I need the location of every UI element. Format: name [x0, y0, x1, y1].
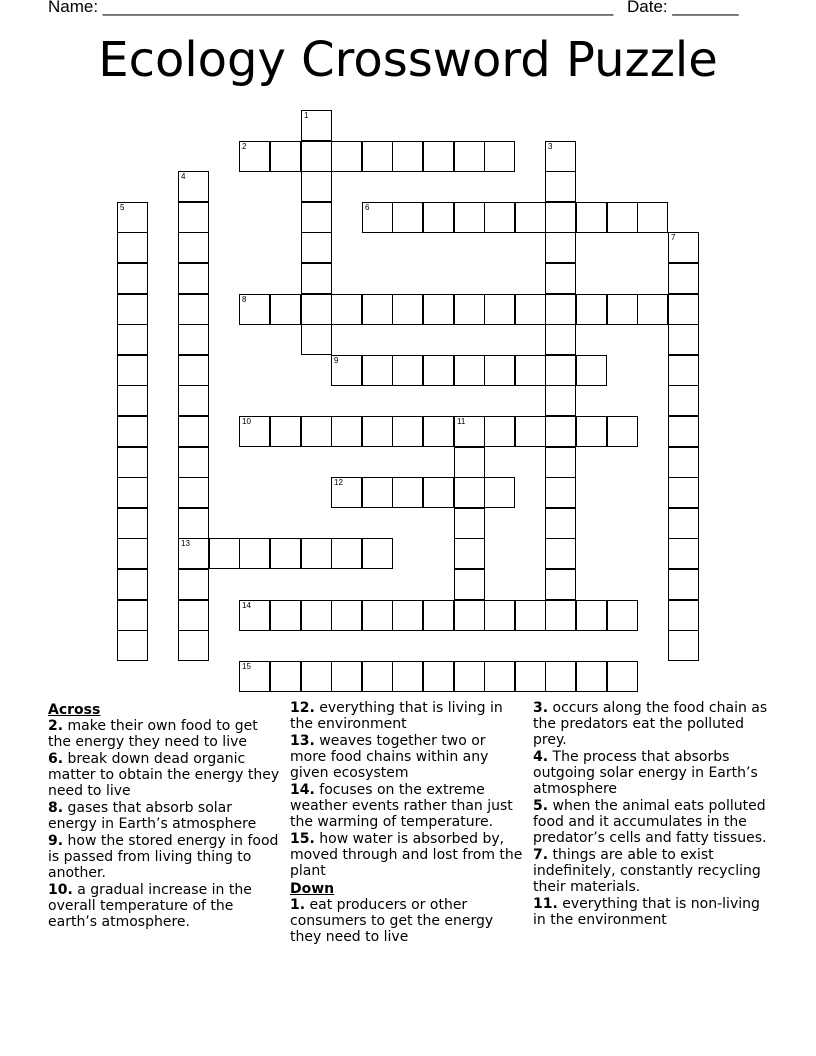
grid-cell[interactable] [545, 141, 576, 172]
grid-cell[interactable] [362, 355, 393, 386]
grid-cell[interactable] [392, 661, 423, 692]
grid-cell[interactable] [178, 202, 209, 233]
grid-cell[interactable] [484, 477, 515, 508]
grid-cell[interactable] [545, 569, 576, 600]
grid-cell[interactable] [668, 508, 699, 539]
grid-cell[interactable] [454, 294, 485, 325]
grid-cell[interactable] [392, 202, 423, 233]
grid-cell[interactable] [607, 600, 638, 631]
grid-cell[interactable] [301, 324, 332, 355]
grid-cell[interactable] [117, 538, 148, 569]
clue-down-3: 3. occurs along the food chain as the predators eat the polluted prey. [533, 700, 768, 748]
grid-cell[interactable] [301, 202, 332, 233]
clue-number: 14 [242, 601, 251, 610]
clue-across-6: 6. break down dead organic matter to obtain the energy they need to live [48, 751, 280, 799]
clue-number: 13 [181, 539, 190, 548]
down-heading: Down [290, 881, 335, 897]
clue-number: 1 [304, 111, 309, 120]
grid-cell[interactable] [668, 232, 699, 263]
grid-cell[interactable] [454, 141, 485, 172]
clue-number: 8 [242, 295, 247, 304]
clue-number: 7 [671, 233, 676, 242]
clues-column-2 [290, 700, 525, 946]
clue-number: 5 [120, 203, 125, 212]
grid-cell[interactable] [515, 600, 546, 631]
grid-cell[interactable] [178, 538, 209, 569]
grid-cell[interactable] [515, 202, 546, 233]
grid-cell[interactable] [301, 171, 332, 202]
grid-cell[interactable] [515, 416, 546, 447]
grid-cell[interactable] [331, 141, 362, 172]
grid-cell[interactable] [178, 263, 209, 294]
grid-cell[interactable] [301, 110, 332, 141]
grid-cell[interactable] [545, 661, 576, 692]
grid-cell[interactable] [331, 538, 362, 569]
clue-across-8: 8. gases that absorb solar energy in Earth’s atmosphere [48, 800, 257, 832]
grid-cell[interactable] [239, 600, 270, 631]
grid-cell[interactable] [178, 569, 209, 600]
grid-cell[interactable] [454, 661, 485, 692]
grid-cell[interactable] [545, 385, 576, 416]
grid-cell[interactable] [423, 477, 454, 508]
grid-cell[interactable] [607, 661, 638, 692]
grid-cell[interactable] [637, 202, 668, 233]
grid-cell[interactable] [392, 294, 423, 325]
clue-number: 11 [457, 417, 466, 426]
grid-cell[interactable] [178, 385, 209, 416]
clue-across-13: 13. weaves together two or more food chains within any given ecosystem [290, 733, 489, 781]
grid-cell[interactable] [117, 477, 148, 508]
grid-cell[interactable] [545, 324, 576, 355]
grid-cell[interactable] [362, 477, 393, 508]
grid-cell[interactable] [668, 538, 699, 569]
grid-cell[interactable] [515, 294, 546, 325]
grid-cell[interactable] [301, 416, 332, 447]
grid-cell[interactable] [545, 355, 576, 386]
grid-cell[interactable] [668, 385, 699, 416]
grid-cell[interactable] [117, 355, 148, 386]
grid-cell[interactable] [484, 294, 515, 325]
grid-cell[interactable] [117, 202, 148, 233]
grid-cell[interactable] [392, 141, 423, 172]
grid-cell[interactable] [423, 355, 454, 386]
clues-column-3 [533, 700, 768, 929]
grid-cell[interactable] [423, 661, 454, 692]
clues-column-1 [48, 700, 283, 931]
grid-cell[interactable] [484, 600, 515, 631]
grid-cell[interactable] [239, 294, 270, 325]
grid-cell[interactable] [270, 294, 301, 325]
grid-cell[interactable] [117, 569, 148, 600]
clue-number: 10 [242, 417, 251, 426]
grid-cell[interactable] [545, 416, 576, 447]
grid-cell[interactable] [270, 661, 301, 692]
clue-number: 12 [334, 478, 343, 487]
grid-cell[interactable] [607, 202, 638, 233]
grid-cell[interactable] [178, 447, 209, 478]
grid-cell[interactable] [392, 477, 423, 508]
grid-cell[interactable] [331, 416, 362, 447]
grid-cell[interactable] [270, 141, 301, 172]
grid-cell[interactable] [362, 416, 393, 447]
clue-across-15: 15. how water is absorbed by, moved through and lost from the plant [290, 831, 523, 879]
clue-down-1: 1. eat producers or other consumers to get the energy they need to live [290, 897, 494, 945]
grid-cell[interactable] [178, 600, 209, 631]
grid-cell[interactable] [178, 355, 209, 386]
grid-cell[interactable] [454, 538, 485, 569]
grid-cell[interactable] [301, 294, 332, 325]
grid-cell[interactable] [454, 355, 485, 386]
grid-cell[interactable] [117, 232, 148, 263]
grid-cell[interactable] [484, 416, 515, 447]
clue-down-4: 4. The process that absorbs outgoing solar energy in Earth’s atmosphere [533, 749, 758, 797]
grid-cell[interactable] [454, 508, 485, 539]
grid-cell[interactable] [270, 600, 301, 631]
clue-number: 4 [181, 172, 186, 181]
grid-cell[interactable] [301, 263, 332, 294]
grid-cell[interactable] [178, 508, 209, 539]
grid-cell[interactable] [362, 141, 393, 172]
grid-cell[interactable] [515, 355, 546, 386]
grid-cell[interactable] [270, 416, 301, 447]
grid-cell[interactable] [392, 600, 423, 631]
grid-cell[interactable] [239, 661, 270, 692]
grid-cell[interactable] [423, 416, 454, 447]
grid-cell[interactable] [362, 294, 393, 325]
grid-cell[interactable] [117, 600, 148, 631]
grid-cell[interactable] [117, 294, 148, 325]
grid-cell[interactable] [454, 447, 485, 478]
grid-cell[interactable] [484, 202, 515, 233]
clue-down-5: 5. when the animal eats polluted food and it accumulates in the predator’s cells and fatty tissues. [533, 798, 767, 846]
grid-cell[interactable] [423, 141, 454, 172]
grid-cell[interactable] [239, 416, 270, 447]
grid-cell[interactable] [301, 141, 332, 172]
grid-cell[interactable] [576, 661, 607, 692]
grid-cell[interactable] [178, 171, 209, 202]
clue-number: 9 [334, 356, 339, 365]
clue-number: 6 [365, 203, 370, 212]
grid-cell[interactable] [331, 661, 362, 692]
grid-cell[interactable] [362, 661, 393, 692]
grid-cell[interactable] [607, 416, 638, 447]
grid-cell[interactable] [576, 416, 607, 447]
grid-cell[interactable] [668, 569, 699, 600]
grid-cell[interactable] [515, 661, 546, 692]
grid-cell[interactable] [545, 263, 576, 294]
grid-cell[interactable] [545, 294, 576, 325]
grid-cell[interactable] [239, 141, 270, 172]
grid-cell[interactable] [117, 508, 148, 539]
grid-cell[interactable] [484, 141, 515, 172]
grid-cell[interactable] [178, 477, 209, 508]
grid-cell[interactable] [454, 600, 485, 631]
grid-cell[interactable] [362, 538, 393, 569]
grid-cell[interactable] [117, 385, 148, 416]
clue-across-10: 10. a gradual increase in the overall temperature of the earth’s atmosphere. [48, 882, 252, 930]
page-title: Ecology Crossword Puzzle [98, 32, 718, 88]
grid-cell[interactable] [454, 477, 485, 508]
grid-cell[interactable] [117, 447, 148, 478]
grid-cell[interactable] [545, 171, 576, 202]
grid-cell[interactable] [117, 630, 148, 661]
grid-cell[interactable] [117, 263, 148, 294]
grid-cell[interactable] [301, 538, 332, 569]
grid-cell[interactable] [362, 202, 393, 233]
grid-cell[interactable] [545, 600, 576, 631]
grid-cell[interactable] [362, 600, 393, 631]
grid-cell[interactable] [117, 324, 148, 355]
grid-cell[interactable] [270, 538, 301, 569]
grid-cell[interactable] [301, 661, 332, 692]
grid-cell[interactable] [454, 569, 485, 600]
grid-cell[interactable] [454, 202, 485, 233]
grid-cell[interactable] [545, 202, 576, 233]
grid-cell[interactable] [392, 355, 423, 386]
grid-cell[interactable] [331, 294, 362, 325]
date-field-label: Date: _______ [627, 0, 739, 16]
grid-cell[interactable] [576, 600, 607, 631]
clue-across-2: 2. make their own food to get the energy they need to live [48, 718, 258, 750]
name-field-label: Name: ______________________________________________________ [48, 0, 614, 16]
clue-number: 3 [548, 142, 553, 151]
grid-cell[interactable] [454, 416, 485, 447]
grid-cell[interactable] [668, 294, 699, 325]
grid-cell[interactable] [301, 232, 332, 263]
grid-cell[interactable] [423, 600, 454, 631]
grid-cell[interactable] [484, 355, 515, 386]
clue-down-11: 11. everything that is non-living in the environment [533, 896, 760, 928]
clue-across-12: 12. everything that is living in the environment [290, 700, 503, 732]
clue-number: 2 [242, 142, 247, 151]
clue-across-9: 9. how the stored energy in food is passed from living thing to another. [48, 833, 279, 881]
clue-across-14: 14. focuses on the extreme weather events rather than just the warming of temperature. [290, 782, 513, 830]
grid-cell[interactable] [209, 538, 240, 569]
grid-cell[interactable] [607, 294, 638, 325]
grid-cell[interactable] [331, 477, 362, 508]
grid-cell[interactable] [484, 661, 515, 692]
grid-cell[interactable] [423, 202, 454, 233]
grid-cell[interactable] [178, 324, 209, 355]
grid-cell[interactable] [668, 263, 699, 294]
grid-cell[interactable] [637, 294, 668, 325]
grid-cell[interactable] [668, 355, 699, 386]
grid-cell[interactable] [545, 232, 576, 263]
grid-cell[interactable] [545, 447, 576, 478]
grid-cell[interactable] [576, 294, 607, 325]
grid-cell[interactable] [668, 416, 699, 447]
grid-cell[interactable] [668, 630, 699, 661]
grid-cell[interactable] [392, 416, 423, 447]
grid-cell[interactable] [178, 416, 209, 447]
grid-cell[interactable] [545, 477, 576, 508]
grid-cell[interactable] [576, 202, 607, 233]
grid-cell[interactable] [301, 600, 332, 631]
grid-cell[interactable] [545, 538, 576, 569]
grid-cell[interactable] [239, 538, 270, 569]
grid-cell[interactable] [178, 630, 209, 661]
grid-cell[interactable] [178, 294, 209, 325]
grid-cell[interactable] [668, 447, 699, 478]
grid-cell[interactable] [668, 324, 699, 355]
grid-cell[interactable] [545, 508, 576, 539]
grid-cell[interactable] [423, 294, 454, 325]
clue-down-7: 7. things are able to exist indefinitely, constantly recycling their materials. [533, 847, 761, 895]
grid-cell[interactable] [331, 600, 362, 631]
grid-cell[interactable] [178, 232, 209, 263]
grid-cell[interactable] [668, 477, 699, 508]
grid-cell[interactable] [331, 355, 362, 386]
grid-cell[interactable] [576, 355, 607, 386]
clue-number: 15 [242, 662, 251, 671]
grid-cell[interactable] [117, 416, 148, 447]
across-heading: Across [48, 702, 101, 718]
grid-cell[interactable] [668, 600, 699, 631]
